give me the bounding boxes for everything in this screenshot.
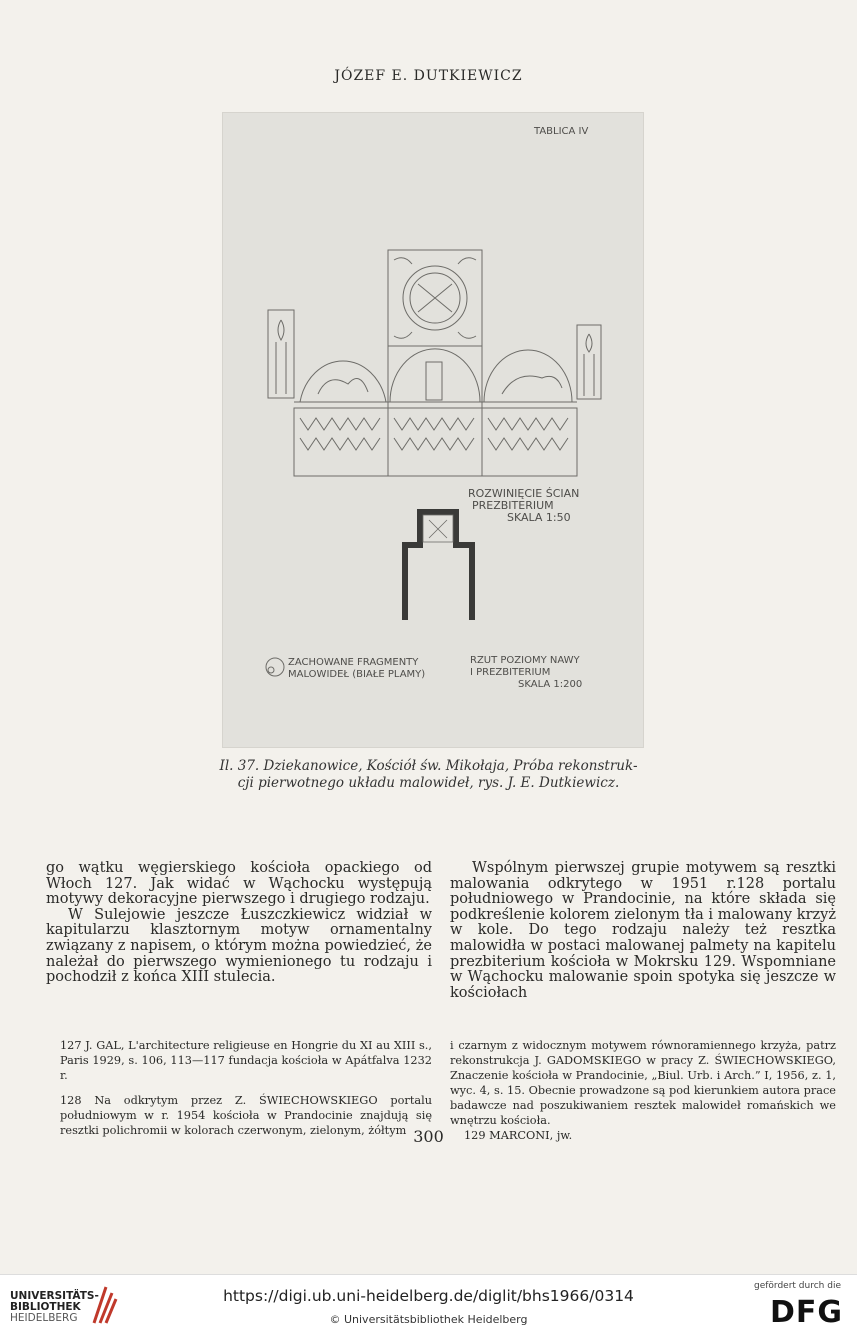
body-column-right: [450, 861, 836, 1001]
caption-line-2: cji pierwotnego układu malowideł, rys. J. E. Dutkiewicz.: [237, 775, 620, 791]
permalink-url[interactable]: https://digi.ub.uni-heidelberg.de/diglit/bhs1966/0314: [223, 1287, 634, 1305]
legend-line-2: MALOWIDEŁ (BIAŁE PLAMY): [288, 669, 426, 680]
right-saint-panel: [577, 325, 601, 399]
paragraph: Wspólnym pierwszej grupie motywem są resztki malowania odkrytego w 1951 r.128 portalu południowego w Prandocinie, na które składa się podkreślenie kolorem zielonym tła i malowany krzyż w kole. Do tego rodzaju należy też resztka malowidła w postaci malowanej palmety na kapitelu prezbiterium kościoła w Mokrsku 129. Wspomniane w Wąchocku malowanie spoin spotyka się jeszcze w kościołach: [450, 860, 836, 1001]
plan-scale: SKALA 1:200: [518, 679, 583, 690]
copyright-notice: © Universitätsbibliothek Heidelberg: [329, 1313, 528, 1326]
viewer-footer: [0, 1274, 857, 1335]
footnote-129: 129 MARCONI, jw.: [464, 1129, 573, 1142]
running-title: JÓZEF E. DUTKIEWICZ: [334, 68, 523, 84]
legend-line-1: ZACHOWANE FRAGMENTY: [288, 657, 419, 668]
plate-label: TABLICA IV: [534, 126, 589, 137]
footnote-128-continued: i czarnym z widocznym motywem równoramiennego krzyża, patrz rekonstrukcja J. GADOMSKIEGO w pracy Z. ŚWIECHOWSKIEGO, Znaczenie kościoła w Prandocinie, „Biul. Urb. i Arch.” I, 1956, z. 1, wyc. 4, s. 15. Obecnie prowadzone są pod kierunkiem autora prace badawcze nad poszukiwaniem resztek malowideł romańskich we wnętrzu kościoła.: [450, 1039, 836, 1127]
body-column-left: [46, 861, 432, 986]
dfg-logo[interactable]: DFG: [769, 1295, 843, 1330]
plan-label-1: RZUT POZIOMY NAWY: [470, 655, 580, 666]
plan-label-2: I PREZBITERIUM: [470, 667, 551, 678]
paragraph: W Sulejowie jeszcze Łuszczkiewicz widział w kapitularzu klasztornym motyw ornamentalny związany z napisem, o którym można powiedzieć, że należał do pierwszego wymienionego tu rodzaju i pochodził z końca XIII stulecia.: [46, 906, 432, 986]
library-line-3: HEIDELBERG: [10, 1312, 78, 1324]
left-saint-panel: [268, 310, 294, 398]
library-line-2: BIBLIOTHEK: [10, 1301, 81, 1313]
architectural-drawing: [222, 112, 644, 748]
library-line-1: UNIVERSITÄTS-: [10, 1290, 99, 1302]
footnote-128: 128 Na odkrytym przez Z. ŚWIECHOWSKIEGO portalu południowym w r. 1954 kościoła w Prandocinie znajdują się resztki polichromii w kolorach czerwonym, zielonym, żółtym: [60, 1094, 432, 1137]
paragraph: go wątku węgierskiego kościoła opackiego od Włoch 127. Jak widać w Wąchocku występują motywy dekoracyjne pierwszego i drugiego rodzaju.: [46, 860, 432, 908]
caption-line-1: Il. 37. Dziekanowice, Kościół św. Mikołaja, Próba rekonstruk-: [219, 758, 638, 774]
figure-caption: [0, 758, 857, 792]
footnote-127: 127 J. GAL, L'architecture religieuse en Hongrie du XI au XIII s., Paris 1929, s. 106, 113—117 fundacja kościoła w Apátfalva 1232 r.: [60, 1039, 432, 1082]
floor-plan: [402, 509, 475, 620]
wall-label-1: ROZWINIĘCIE ŚCIAN: [468, 487, 580, 500]
wall-scale: SKALA 1:50: [507, 511, 571, 524]
center-lunette: [390, 349, 480, 402]
figure-plate: [222, 112, 644, 748]
page-number: 300: [413, 1127, 444, 1146]
wall-label-2: PREZBITERIUM: [472, 499, 554, 512]
funded-by-label: gefördert durch die: [754, 1281, 841, 1291]
